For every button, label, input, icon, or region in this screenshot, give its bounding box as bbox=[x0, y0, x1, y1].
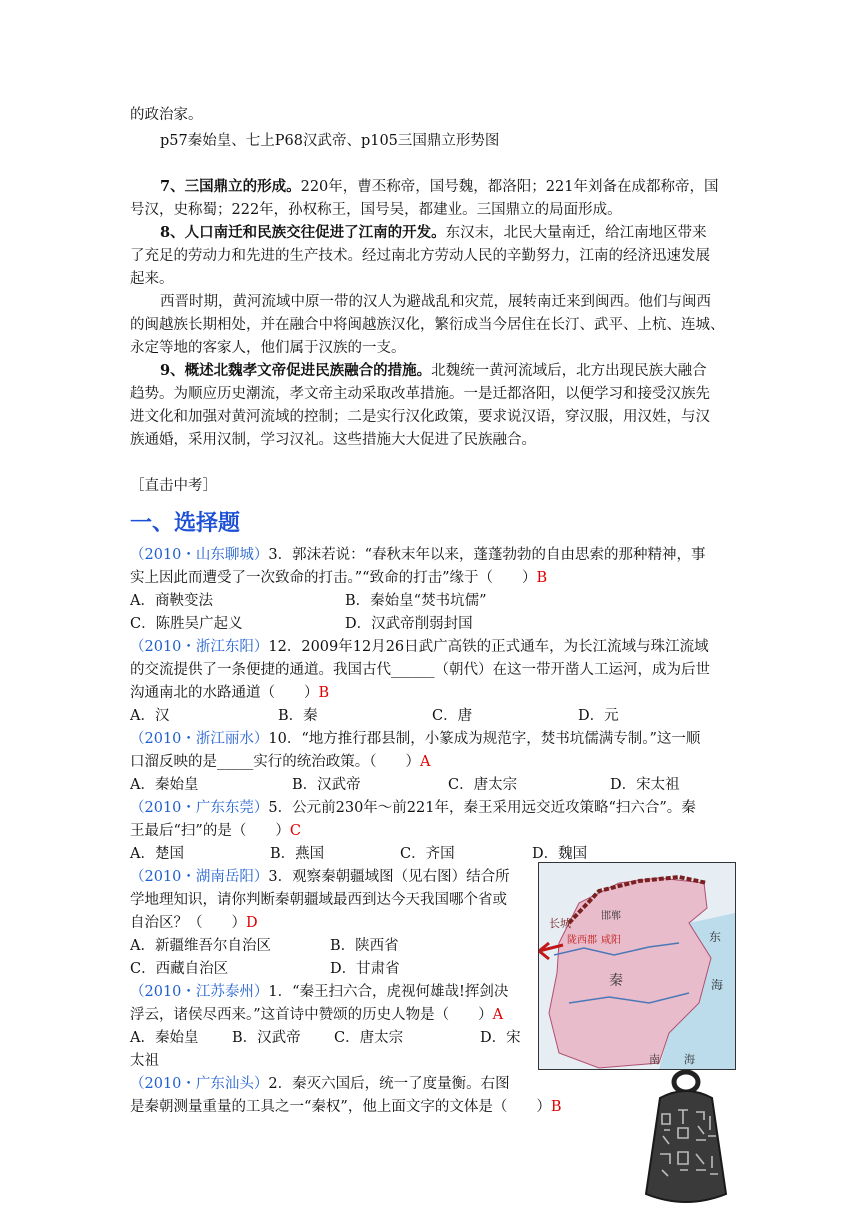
q2-answer: B bbox=[318, 685, 330, 701]
q2-option-d: D．元 bbox=[578, 708, 619, 724]
q6-answer: A bbox=[492, 1007, 504, 1023]
q2-option-a: A．汉 bbox=[130, 708, 170, 724]
q5-line2: 学地理知识，请你判断秦朝疆域最西到达今天我国哪个省或 bbox=[130, 892, 507, 908]
q1-line2 bbox=[130, 567, 734, 589]
item-9-line4: 族通婚，采用汉制，学习汉礼。这些措施大大促进了民族融合。 bbox=[130, 432, 536, 448]
q7-line1 bbox=[130, 1073, 630, 1095]
q6-text: 1．“秦王扫六合，虎视何雄哉!挥剑决 bbox=[268, 984, 509, 1000]
item-8-line1 bbox=[160, 222, 734, 244]
q5-source: （2010・湖南岳阳） bbox=[130, 869, 269, 885]
q2-text: 12．2009年12月26日武广高铁的正式通车，为长江流域与珠江流域 bbox=[268, 639, 709, 655]
q5-line3 bbox=[130, 912, 530, 934]
item-7-text: 220年，曹丕称帝，国号魏，都洛阳；221年刘备在成都称帝，国 bbox=[300, 179, 719, 195]
q5-line1 bbox=[130, 866, 530, 888]
item-9-title: 9、概述北魏孝文帝促进民族融合的措施。 bbox=[160, 362, 432, 379]
paragraph-xijin-line1: 西晋时期，黄河流域中原一带的汉人为避战乱和灾荒，展转南迁来到闽西。他们与闽西 bbox=[160, 294, 711, 310]
q2-option-b: B．秦 bbox=[278, 708, 318, 724]
item-9-line1 bbox=[160, 360, 734, 382]
item-7-title: 7、三国鼎立的形成。 bbox=[160, 178, 301, 195]
paragraph-xijin-line3: 永定等地的客家人，他们属于汉族的一支。 bbox=[130, 340, 406, 356]
item-9-line2: 趋势。为顺应历史潮流，孝文帝主动采取改革措施。一是迁都洛阳，以便学习和接受汉族先 bbox=[130, 386, 710, 402]
qin-weight-image bbox=[638, 1070, 734, 1210]
q3-text: 10．“地方推行郡县制，小篆成为规范字，焚书坑儒满专制。”这一顺 bbox=[268, 731, 701, 747]
item-7-line1 bbox=[160, 176, 734, 198]
q5-option-c: C．西藏自治区 bbox=[130, 961, 229, 977]
item-9-text: 北魏统一黄河流域后，北方出现民族大融合 bbox=[431, 363, 707, 379]
qin-weight-body bbox=[646, 1091, 726, 1202]
q6-option-a: A．秦始皇 bbox=[130, 1030, 199, 1046]
q5-option-d: D．甘肃省 bbox=[330, 961, 400, 977]
qin-territory-map bbox=[538, 862, 736, 1070]
q4-text2: 王最后“扫”的是（ ） bbox=[130, 823, 290, 839]
q6-option-c: C．唐太宗 bbox=[334, 1030, 404, 1046]
q5-option-a: A．新疆维吾尔自治区 bbox=[130, 938, 271, 954]
q2-source: （2010・浙江东阳） bbox=[130, 639, 269, 655]
q3-line1 bbox=[130, 728, 734, 750]
map-label-changcheng: 长城 bbox=[549, 917, 571, 930]
map-label-hai-south: 海 bbox=[684, 1053, 695, 1066]
q6-text2: 浮云，诸侯尽西来。”这首诗中赞颂的历史人物是（ ） bbox=[130, 1007, 493, 1023]
q4-option-c: C．齐国 bbox=[400, 846, 455, 862]
section-heading: 一、选择题 bbox=[130, 511, 241, 536]
map-label-hai-east: 海 bbox=[711, 978, 724, 992]
item-9-line3: 进文化和加强对黄河流域的控制；二是实行汉化政策，要求说汉语，穿汉服，用汉姓，与汉 bbox=[130, 409, 710, 425]
q4-option-b: B．燕国 bbox=[270, 846, 325, 862]
q1-source: （2010・山东聊城） bbox=[130, 547, 269, 563]
q3-option-b: B．汉武帝 bbox=[292, 777, 361, 793]
q7-text2: 是秦朝测量重量的工具之一“秦权”，他上面文字的文体是（ ） bbox=[130, 1099, 551, 1115]
q4-option-a: A．楚国 bbox=[130, 846, 184, 862]
item-8-line2: 了充足的劳动力和先进的生产技术。经过南北方劳动人民的辛勤努力，江南的经济迅速发展 bbox=[130, 248, 710, 264]
q6-line1 bbox=[130, 981, 530, 1003]
q1-answer: B bbox=[536, 570, 548, 586]
q1-option-c: C．陈胜吴广起义 bbox=[130, 616, 243, 632]
item-8-text: 东汉末，北民大量南迁，给江南地区带来 bbox=[445, 225, 707, 241]
q1-text: 3．郭沫若说：“春秋末年以来，蓬蓬勃勃的自由思索的那种精神，事 bbox=[268, 547, 706, 563]
q1-line1 bbox=[130, 544, 734, 566]
q1-option-b: B．秦始皇“焚书坑儒” bbox=[345, 593, 487, 609]
q6-option-b: B．汉武帝 bbox=[232, 1030, 301, 1046]
q3-line2 bbox=[130, 751, 734, 773]
q3-option-d: D．宋太祖 bbox=[610, 777, 680, 793]
q3-option-c: C．唐太宗 bbox=[448, 777, 518, 793]
q2-option-c: C．唐 bbox=[432, 708, 473, 724]
intro-line: 的政治家。 bbox=[130, 107, 203, 123]
q6-line2 bbox=[130, 1004, 530, 1026]
q4-option-d: D．魏国 bbox=[532, 846, 588, 862]
q5-text3: 自治区？（ ） bbox=[130, 915, 246, 931]
q2-line3 bbox=[130, 682, 734, 704]
q1-text2: 实上因此而遭受了一次致命的打击。”“致命的打击”缘于（ ） bbox=[130, 570, 537, 586]
map-label-qin: 秦 bbox=[609, 973, 623, 989]
qin-weight-graphic bbox=[638, 1070, 734, 1210]
q3-option-a: A．秦始皇 bbox=[130, 777, 199, 793]
q2-line2: 的交流提供了一条便捷的通道。我国古代______（朝代）在这一带开凿人工运河，成为后世 bbox=[130, 662, 710, 678]
q5-answer: D bbox=[246, 915, 258, 931]
paragraph-xijin-line2: 的闽越族长期相处，并在融合中将闽越族汉化，繁衍成当今居住在长汀、武平、上杭、连城、 bbox=[130, 317, 725, 333]
q4-line2 bbox=[130, 820, 734, 842]
item-7-line2: 号汉，史称蜀；222年，孙权称王，国号吴，都建业。三国鼎立的局面形成。 bbox=[130, 202, 622, 218]
map-graphic bbox=[539, 863, 735, 1069]
q4-answer: C bbox=[289, 823, 301, 839]
q7-answer: B bbox=[550, 1099, 562, 1115]
q6-option-d-cont: 太祖 bbox=[130, 1053, 159, 1069]
q5-option-b: B．陕西省 bbox=[330, 938, 399, 954]
map-label-handan: 邯郸 bbox=[601, 911, 621, 922]
item-8-title: 8、人口南迁和民族交往促进了江南的开发。 bbox=[160, 224, 446, 241]
q7-source: （2010・广东汕头） bbox=[130, 1076, 269, 1092]
map-label-xianyang: 咸阳 bbox=[601, 935, 621, 946]
q3-answer: A bbox=[420, 754, 431, 770]
q6-source: （2010・江苏泰州） bbox=[130, 984, 269, 1000]
map-label-nan: 南 bbox=[649, 1053, 660, 1066]
section-bracket-title: ［直击中考］ bbox=[130, 478, 217, 494]
q1-option-a: A．商鞅变法 bbox=[130, 593, 213, 609]
qin-weight-handle bbox=[674, 1072, 698, 1092]
q2-text3: 沟通南北的水路通道（ ） bbox=[130, 685, 319, 701]
q7-text: 2．秦灭六国后，统一了度量衡。右图 bbox=[268, 1076, 510, 1092]
q4-line1 bbox=[130, 797, 734, 819]
q5-text: 3．观察秦朝疆域图（见右图）结合所 bbox=[268, 869, 510, 885]
map-label-dong: 东 bbox=[709, 930, 722, 944]
q2-line1 bbox=[130, 636, 734, 658]
q3-text2: 口溜反映的是_____实行的统治政策。（ ） bbox=[130, 754, 420, 770]
q4-text: 5．公元前230年～前221年，秦王采用远交近攻策略“扫六合”。秦 bbox=[268, 800, 696, 816]
map-label-longxi: 陇西郡 bbox=[567, 935, 597, 946]
item-8-line3: 起来。 bbox=[130, 271, 174, 287]
q6-option-d: D．宋 bbox=[480, 1030, 521, 1046]
page-references: p57秦始皇、七上P68汉武帝、p105三国鼎立形势图 bbox=[160, 133, 500, 149]
q4-source: （2010・广东东莞） bbox=[130, 800, 269, 816]
q1-option-d: D．汉武帝削弱封国 bbox=[345, 616, 473, 632]
q3-source: （2010・浙江丽水） bbox=[130, 731, 269, 747]
q7-line2 bbox=[130, 1096, 630, 1118]
